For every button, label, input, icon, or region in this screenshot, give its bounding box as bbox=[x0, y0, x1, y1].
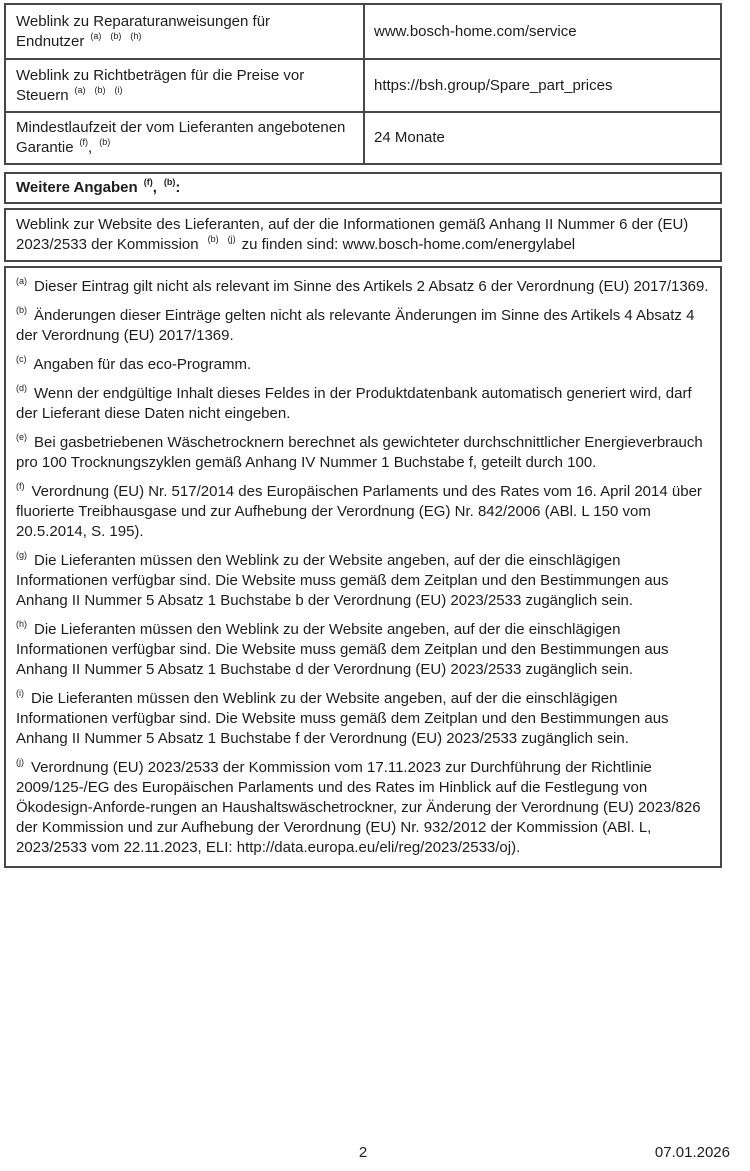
footnote-text: Die Lieferanten müssen den Weblink zu der Website angeben, auf der die einschlägigen Informationen verfügbar sind. Die Website muss gemäß dem Zeitplan und den Bestimmungen aus Anhang II Nummer 5 Absatz 1 Buchstabe d der Verordnung (EU) 2023/2533 zugänglich sein. bbox=[16, 621, 669, 678]
footnote-ref: (j) bbox=[227, 234, 236, 244]
footnote-ref: (f) bbox=[79, 137, 89, 147]
parameter-table bbox=[4, 3, 722, 165]
row-label-text: Weblink zu Richtbeträgen für die Preise vor Steuern bbox=[16, 66, 305, 104]
table-row bbox=[6, 5, 720, 58]
supplier-website-note bbox=[4, 208, 722, 262]
table-row bbox=[6, 58, 720, 111]
footnote-marker: (c) bbox=[16, 354, 27, 364]
footnote-ref: (b) bbox=[163, 177, 176, 187]
footnote-item bbox=[16, 384, 710, 424]
footnote-item bbox=[16, 306, 710, 346]
separator: , bbox=[152, 179, 157, 196]
footnote-text: Angaben für das eco-Programm. bbox=[33, 356, 252, 373]
page-number: 2 bbox=[358, 1144, 368, 1161]
footnote-marker: (i) bbox=[16, 688, 24, 698]
footnote-ref: (a) bbox=[74, 84, 86, 95]
footnote-marker: (e) bbox=[16, 432, 27, 442]
row-label-repair-weblink bbox=[6, 5, 365, 58]
row-value-warranty bbox=[365, 113, 720, 163]
footnote-marker: (g) bbox=[16, 550, 27, 560]
footer-date: 07.01.2026 bbox=[654, 1144, 730, 1161]
footnote-marker: (f) bbox=[16, 481, 25, 491]
footnote-item bbox=[16, 551, 710, 611]
table-row bbox=[6, 111, 720, 163]
footnote-marker: (j) bbox=[16, 757, 24, 767]
weitere-angaben-header bbox=[4, 172, 722, 204]
footnotes-section bbox=[4, 266, 722, 868]
footnote-item bbox=[16, 355, 710, 375]
weitere-angaben-label: Weitere Angaben bbox=[16, 179, 138, 196]
footnote-ref: (b) bbox=[207, 234, 219, 244]
document-page bbox=[4, 3, 722, 868]
footnote-ref: (h) bbox=[130, 30, 142, 41]
note-text: Weblink zur Website des Lieferanten, auf der die Informationen gemäß Anhang II Nummer 6 der (EU) 2023/2533 der Kommission bbox=[16, 216, 689, 253]
weblink-service: www.bosch-home.com/service bbox=[374, 22, 577, 40]
footnote-text: Bei gasbetriebenen Wäschetrocknern berechnet als gewichteter durchschnittlicher Energieverbrauch pro 100 Trocknungszyklen gemäß Anhang IV Nummer 1 Buchstabe f, geteilt durch 100. bbox=[16, 434, 703, 471]
footnote-ref: (b) bbox=[99, 137, 111, 147]
footnote-text: Die Lieferanten müssen den Weblink zu der Website angeben, auf der die einschlägigen Informationen verfügbar sind. Die Website muss gemäß dem Zeitplan und den Bestimmungen aus Anhang II Nummer 5 Absatz 1 Buchstabe f der Verordnung (EU) 2023/2533 zugänglich sein. bbox=[16, 690, 669, 747]
footnote-ref: (a) bbox=[90, 30, 102, 41]
footnote-ref: (i) bbox=[114, 84, 123, 95]
footnote-item bbox=[16, 482, 710, 542]
colon: : bbox=[175, 179, 181, 196]
weblink-spare-part-prices: https://bsh.group/Spare_part_prices bbox=[374, 76, 613, 94]
footnote-item bbox=[16, 689, 710, 749]
footnote-item bbox=[16, 758, 710, 858]
row-value-price-weblink bbox=[365, 60, 720, 111]
footnote-marker: (b) bbox=[16, 305, 27, 315]
row-label-warranty bbox=[6, 113, 365, 163]
row-label-text: Weblink zu Reparaturanweisungen für Endnutzer bbox=[16, 12, 271, 50]
note-text-weblink-energylabel: zu finden sind: www.bosch-home.com/energylabel bbox=[241, 236, 576, 253]
footnote-item bbox=[16, 277, 710, 297]
row-value-repair-weblink bbox=[365, 5, 720, 58]
row-label-price-weblink bbox=[6, 60, 365, 111]
footnote-text: Dieser Eintrag gilt nicht als relevant im Sinne des Artikels 2 Absatz 6 der Verordnung (EU) 2017/1369. bbox=[34, 278, 709, 295]
footnote-text: Die Lieferanten müssen den Weblink zu der Website angeben, auf der die einschlägigen Informationen verfügbar sind. Die Website muss gemäß dem Zeitplan und den Bestimmungen aus Anhang II Nummer 5 Absatz 1 Buchstabe b der Verordnung (EU) 2023/2533 zugänglich sein. bbox=[16, 552, 669, 609]
warranty-duration: 24 Monate bbox=[374, 129, 445, 146]
footnote-text: Wenn der endgültige Inhalt dieses Feldes in der Produktdatenbank automatisch generiert wird, darf der Lieferant diese Daten nicht eingeben. bbox=[16, 385, 692, 422]
separator: , bbox=[88, 139, 93, 156]
footnote-text: Verordnung (EU) Nr. 517/2014 des Europäischen Parlaments und des Rates vom 16. April 2014 über fluorierte Treibhausgase und zur Aufhebung der Verordnung (EG) Nr. 842/2006 (ABl. L 150 vom 20.5.2014, S. 195). bbox=[16, 483, 702, 540]
footnote-marker: (h) bbox=[16, 619, 27, 629]
footnote-ref: (f) bbox=[143, 177, 153, 187]
footnote-item bbox=[16, 620, 710, 680]
footnote-text: Änderungen dieser Einträge gelten nicht als relevante Änderungen im Sinne des Artikels 4 Absatz 4 der Verordnung (EU) 2017/1369. bbox=[16, 307, 695, 344]
footnote-ref: (b) bbox=[94, 84, 106, 95]
footnote-item bbox=[16, 433, 710, 473]
footnote-marker: (d) bbox=[16, 383, 27, 393]
footnote-text: Verordnung (EU) 2023/2533 der Kommission vom 17.11.2023 zur Durchführung der Richtlinie 2009/125-/EG des Europäischen Parlaments und des Rates im Hinblick auf die Festlegung von Ökodesign-Anforde-rungen an Haushaltswäschetrockner, zur Änderung der Verordnung (EU) 2023/826 der Kommission und zur Aufhebung der Verordnung (EU) Nr. 932/2012 der Kommission (ABl. L, 2023/2533 vom 22.11.2023, ELI: http://data.europa.eu/eli/reg/2023/2533/oj). bbox=[16, 759, 701, 856]
row-label-text: Mindestlaufzeit der vom Lieferanten angebotenen Garantie bbox=[16, 119, 346, 156]
footnote-marker: (a) bbox=[16, 276, 27, 286]
footnote-ref: (b) bbox=[110, 30, 122, 41]
